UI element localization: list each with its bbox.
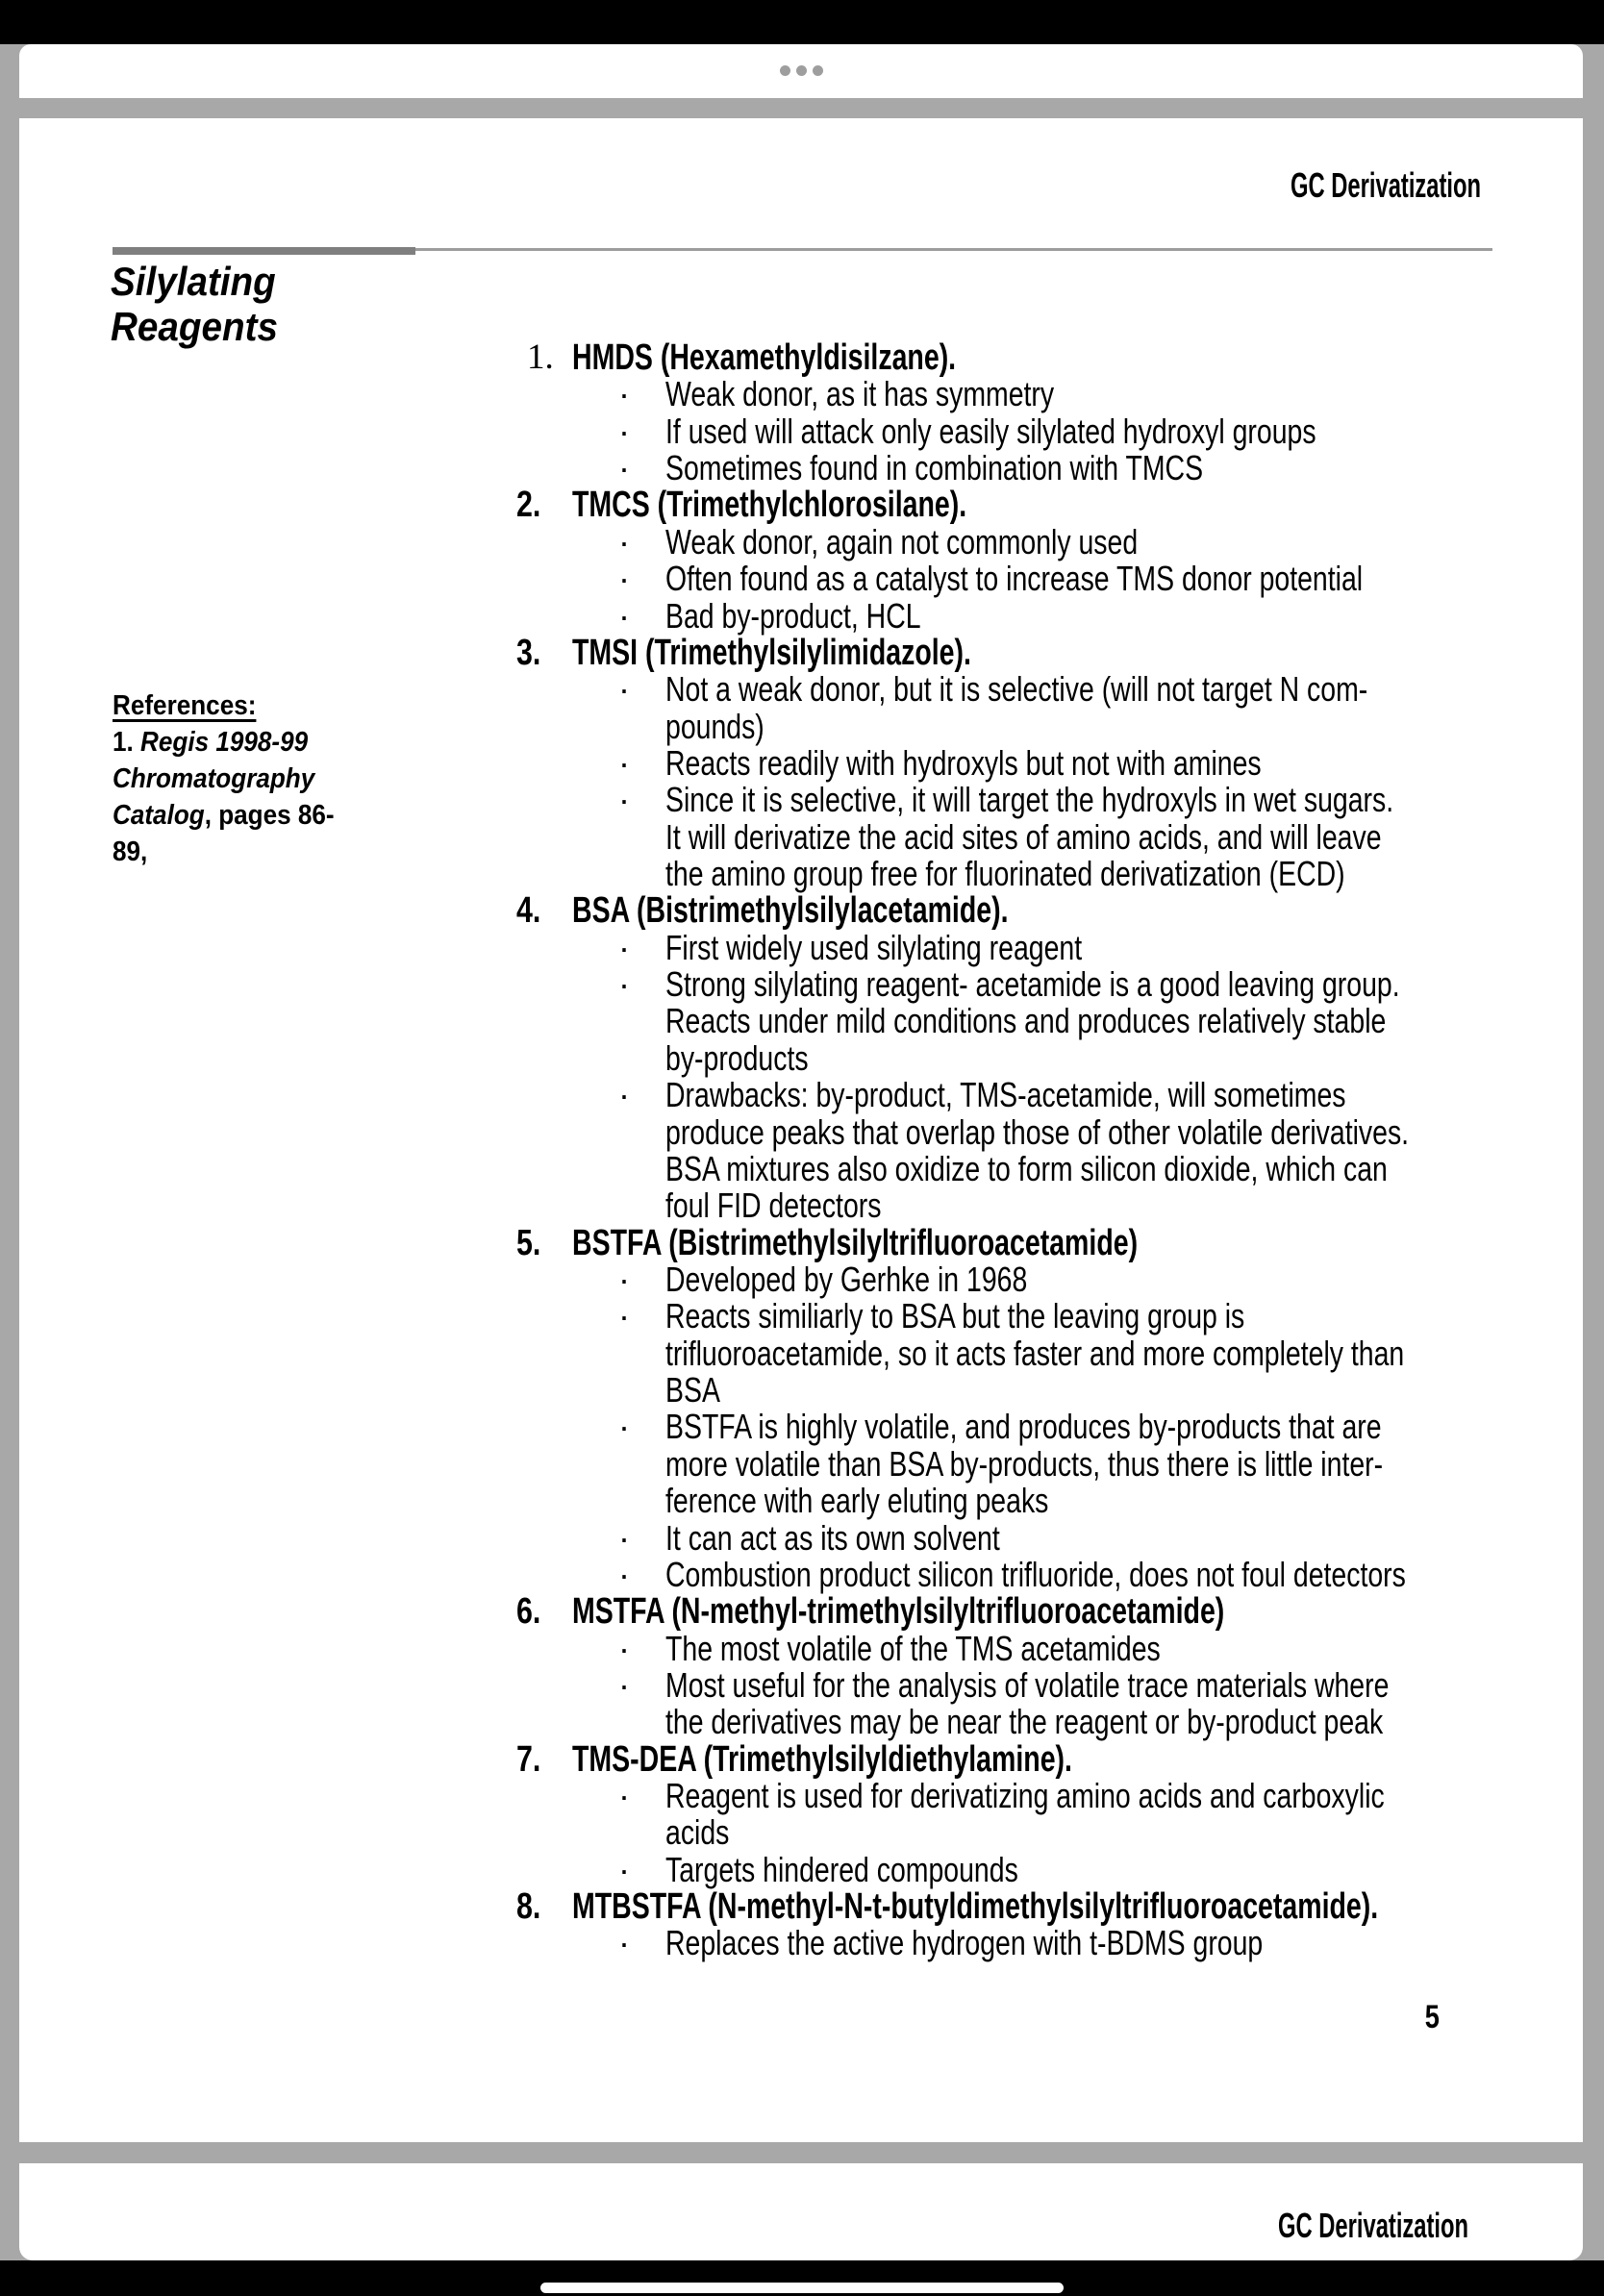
list-item-heading: [516, 1886, 1593, 1928]
bullet-dot-icon: ·: [618, 1554, 630, 1594]
bullet-continuation-line: [516, 1003, 1593, 1039]
reference-line: [113, 761, 335, 797]
bullet-text: Most useful for the analysis of volatile trace materials where: [665, 1664, 1390, 1705]
header-rule-accent: [113, 247, 415, 255]
bullet-line: [516, 376, 1593, 412]
page-header: [1192, 166, 1481, 205]
bullet-line: [516, 1628, 1593, 1668]
bullet-line: [516, 595, 1593, 636]
bullet-text: Not a weak donor, but it is selective (will not target N com-: [665, 669, 1368, 710]
more-icon-dot: [813, 65, 823, 76]
bullet-text: Bad by-product, HCL: [665, 595, 921, 636]
bullet-text: Targets hindered compounds: [665, 1849, 1018, 1889]
references-heading: [113, 687, 335, 724]
bullet-dot-icon: ·: [618, 742, 630, 783]
bullet-continuation-line: [516, 816, 1593, 857]
status-bar: [0, 0, 1604, 44]
bullet-line: [516, 413, 1593, 450]
reagent-list: [516, 339, 1593, 1962]
bullet-continuation-line: [516, 1443, 1593, 1484]
bullet-dot-icon: ·: [618, 1259, 630, 1299]
reference-line: [113, 724, 335, 761]
bullet-text: Often found as a catalyst to increase TMS donor potential: [665, 559, 1364, 599]
bullet-text: Reacts under mild conditions and produces relatively stable: [665, 1001, 1387, 1041]
bullet-text: produce peaks that overlap those of other volatile derivatives.: [665, 1111, 1410, 1152]
bullet-continuation-line: [516, 856, 1593, 892]
bullet-continuation-line: [516, 1704, 1593, 1740]
list-item-title: BSA (Bistrimethylsilylacetamide).: [572, 890, 1009, 932]
next-page-footer: [1180, 2207, 1468, 2245]
document-page-5: [19, 118, 1583, 2142]
more-icon[interactable]: [19, 65, 1583, 76]
bullet-text: BSTFA is highly volatile, and produces by-products that are: [665, 1407, 1382, 1447]
bullet-text: BSA mixtures also oxidize to form silicon dioxide, which can: [665, 1148, 1388, 1188]
bullet-line: [516, 742, 1593, 783]
bullet-dot-icon: ·: [618, 1517, 630, 1558]
bullet-text: First widely used silylating reagent: [665, 927, 1083, 967]
section-title-line: Silylating: [111, 259, 276, 304]
bullet-dot-icon: ·: [618, 1407, 630, 1447]
next-page-footer-text: GC Derivatization: [1277, 2206, 1468, 2245]
bullet-dot-icon: ·: [618, 780, 630, 820]
bullet-text: Since it is selective, it will target the hydroxyls in wet sugars.: [665, 780, 1394, 820]
bullet-line: [516, 927, 1593, 967]
bullet-dot-icon: ·: [618, 1296, 630, 1336]
home-indicator-bar[interactable]: [540, 2283, 1064, 2293]
list-item-title: TMCS (Trimethylchlorosilane).: [572, 485, 967, 526]
reference-text-segment: Chromatography: [113, 763, 315, 794]
bullet-text: ference with early eluting peaks: [665, 1481, 1049, 1521]
bullet-line: [516, 1077, 1593, 1113]
bullet-line: [516, 1554, 1593, 1594]
references-heading-text: References:: [113, 690, 257, 721]
reference-line: [113, 834, 335, 870]
bullet-continuation-line: [516, 1037, 1593, 1078]
list-item-number: 4.: [516, 890, 541, 932]
bullet-text: pounds): [665, 706, 764, 746]
list-item-title: TMS-DEA (Trimethylsilyldiethylamine).: [572, 1738, 1072, 1780]
bullet-text: Strong silylating reagent- acetamide is a good leaving group.: [665, 964, 1400, 1005]
bullet-text: Sometimes found in combination with TMCS: [665, 448, 1204, 488]
list-item-title: MTBSTFA (N-methyl-N-t-butyldimethylsilyltrifluoroacetamide).: [572, 1886, 1379, 1928]
viewer-toolbar: [19, 44, 1583, 98]
bullet-line: [516, 1409, 1593, 1445]
list-item-heading: [516, 632, 1593, 673]
more-icon-dot: [796, 65, 807, 76]
list-item-number: 6.: [516, 1591, 541, 1633]
bullet-line: [516, 521, 1593, 562]
bullet-dot-icon: ·: [618, 521, 630, 562]
reference-text-segment: Regis 1998-99: [140, 727, 309, 758]
bullet-line: [516, 1664, 1593, 1705]
bullet-text: acids: [665, 1812, 730, 1853]
bullet-dot-icon: ·: [618, 374, 630, 414]
bullet-dot-icon: ·: [618, 1849, 630, 1889]
bullet-continuation-line: [516, 1148, 1593, 1188]
bullet-text: foul FID detectors: [665, 1185, 882, 1226]
bullet-dot-icon: ·: [618, 1075, 630, 1115]
list-item-heading: [516, 339, 1593, 376]
bullet-text: Reagent is used for derivatizing amino acids and carboxylic: [665, 1776, 1385, 1816]
bullet-line: [516, 450, 1593, 487]
bullet-dot-icon: ·: [618, 927, 630, 967]
reference-line: [113, 797, 335, 834]
bullet-text: Replaces the active hydrogen with t-BDMS group: [665, 1923, 1264, 1963]
bullet-continuation-line: [516, 1187, 1593, 1224]
bullet-text: Developed by Gerhke in 1968: [665, 1259, 1028, 1299]
bullet-dot-icon: ·: [618, 559, 630, 599]
list-item-title: BSTFA (Bistrimethylsilyltrifluoroacetamide): [572, 1222, 1139, 1263]
bullet-dot-icon: ·: [618, 448, 630, 488]
bullet-text: Drawbacks: by-product, TMS-acetamide, will sometimes: [665, 1075, 1346, 1115]
bullet-line: [516, 1517, 1593, 1558]
more-icon-dot: [780, 65, 790, 76]
list-item-number: 7.: [516, 1738, 541, 1780]
list-item-title: HMDS (Hexamethyldisilzane).: [572, 337, 957, 378]
bullet-text: the derivatives may be near the reagent or by-product peak: [665, 1702, 1384, 1742]
bullet-dot-icon: ·: [618, 1628, 630, 1668]
bullet-line: [516, 1849, 1593, 1889]
list-item-heading: [516, 1222, 1593, 1263]
bullet-continuation-line: [516, 1335, 1593, 1372]
reference-text-segment: 1.: [113, 727, 141, 758]
section-title-line: Reagents: [111, 304, 278, 349]
list-item-number: 1.: [527, 337, 554, 377]
bullet-text: Weak donor, again not commonly used: [665, 521, 1139, 562]
page-number: [1421, 1999, 1440, 2036]
page-header-text: GC Derivatization: [1290, 165, 1481, 205]
bullet-dot-icon: ·: [618, 1664, 630, 1705]
bullet-line: [516, 671, 1593, 708]
bullet-text: The most volatile of the TMS acetamides: [665, 1628, 1161, 1668]
list-item-title: TMSI (Trimethylsilylimidazole).: [572, 632, 971, 673]
references-block: [113, 687, 359, 870]
bullet-dot-icon: ·: [618, 595, 630, 636]
bullet-continuation-line: [516, 1372, 1593, 1409]
bullet-text: more volatile than BSA by-products, thus there is little inter-: [665, 1443, 1384, 1484]
list-item-title: MSTFA (N-methyl-trimethylsilyltrifluoroacetamide): [572, 1591, 1225, 1633]
bullet-dot-icon: ·: [618, 1923, 630, 1963]
list-item-number: 8.: [516, 1886, 541, 1928]
bullet-line: [516, 782, 1593, 818]
bullet-text: It will derivatize the acid sites of amino acids, and will leave: [665, 816, 1382, 857]
bullet-text: Weak donor, as it has symmetry: [665, 374, 1055, 414]
bullet-dot-icon: ·: [618, 964, 630, 1005]
page-number-text: 5: [1424, 1999, 1440, 2035]
bullet-line: [516, 1261, 1593, 1298]
list-item-heading: [516, 890, 1593, 932]
bullet-text: the amino group free for fluorinated derivatization (ECD): [665, 854, 1345, 894]
list-item-heading: [516, 1591, 1593, 1633]
list-item-number: 3.: [516, 632, 541, 673]
bullet-line: [516, 966, 1593, 1003]
bullet-text: It can act as its own solvent: [665, 1517, 1000, 1558]
bullet-text: If used will attack only easily silylated hydroxyl groups: [665, 411, 1316, 451]
list-item-heading: [516, 1738, 1593, 1780]
bullet-continuation-line: [516, 706, 1593, 746]
document-next-page: [19, 2163, 1583, 2260]
reference-text-segment: 89,: [113, 836, 148, 867]
bullet-dot-icon: ·: [618, 669, 630, 710]
bullet-text: by-products: [665, 1037, 809, 1078]
bullet-continuation-line: [516, 1111, 1593, 1152]
bullet-text: Combustion product silicon trifluoride, does not foul detectors: [665, 1554, 1406, 1594]
bullet-continuation-line: [516, 1814, 1593, 1851]
bullet-line: [516, 1298, 1593, 1335]
list-item-heading: [516, 485, 1593, 526]
bullet-line: [516, 1778, 1593, 1814]
list-item-number: 5.: [516, 1222, 541, 1263]
bullet-text: Reacts similiarly to BSA but the leaving group is: [665, 1296, 1245, 1336]
section-title: [111, 259, 292, 349]
bullet-continuation-line: [516, 1483, 1593, 1519]
bullet-line: [516, 1925, 1593, 1961]
bullet-dot-icon: ·: [618, 1776, 630, 1816]
bullet-text: BSA: [665, 1370, 720, 1410]
reference-text-segment: Catalog: [113, 800, 205, 831]
list-item-number: 2.: [516, 485, 541, 526]
bullet-line: [516, 561, 1593, 597]
reference-text-segment: , pages 86-: [204, 800, 335, 831]
bullet-text: trifluoroacetamide, so it acts faster and more completely than: [665, 1333, 1405, 1373]
bullet-text: Reacts readily with hydroxyls but not with amines: [665, 742, 1262, 783]
bullet-dot-icon: ·: [618, 411, 630, 451]
